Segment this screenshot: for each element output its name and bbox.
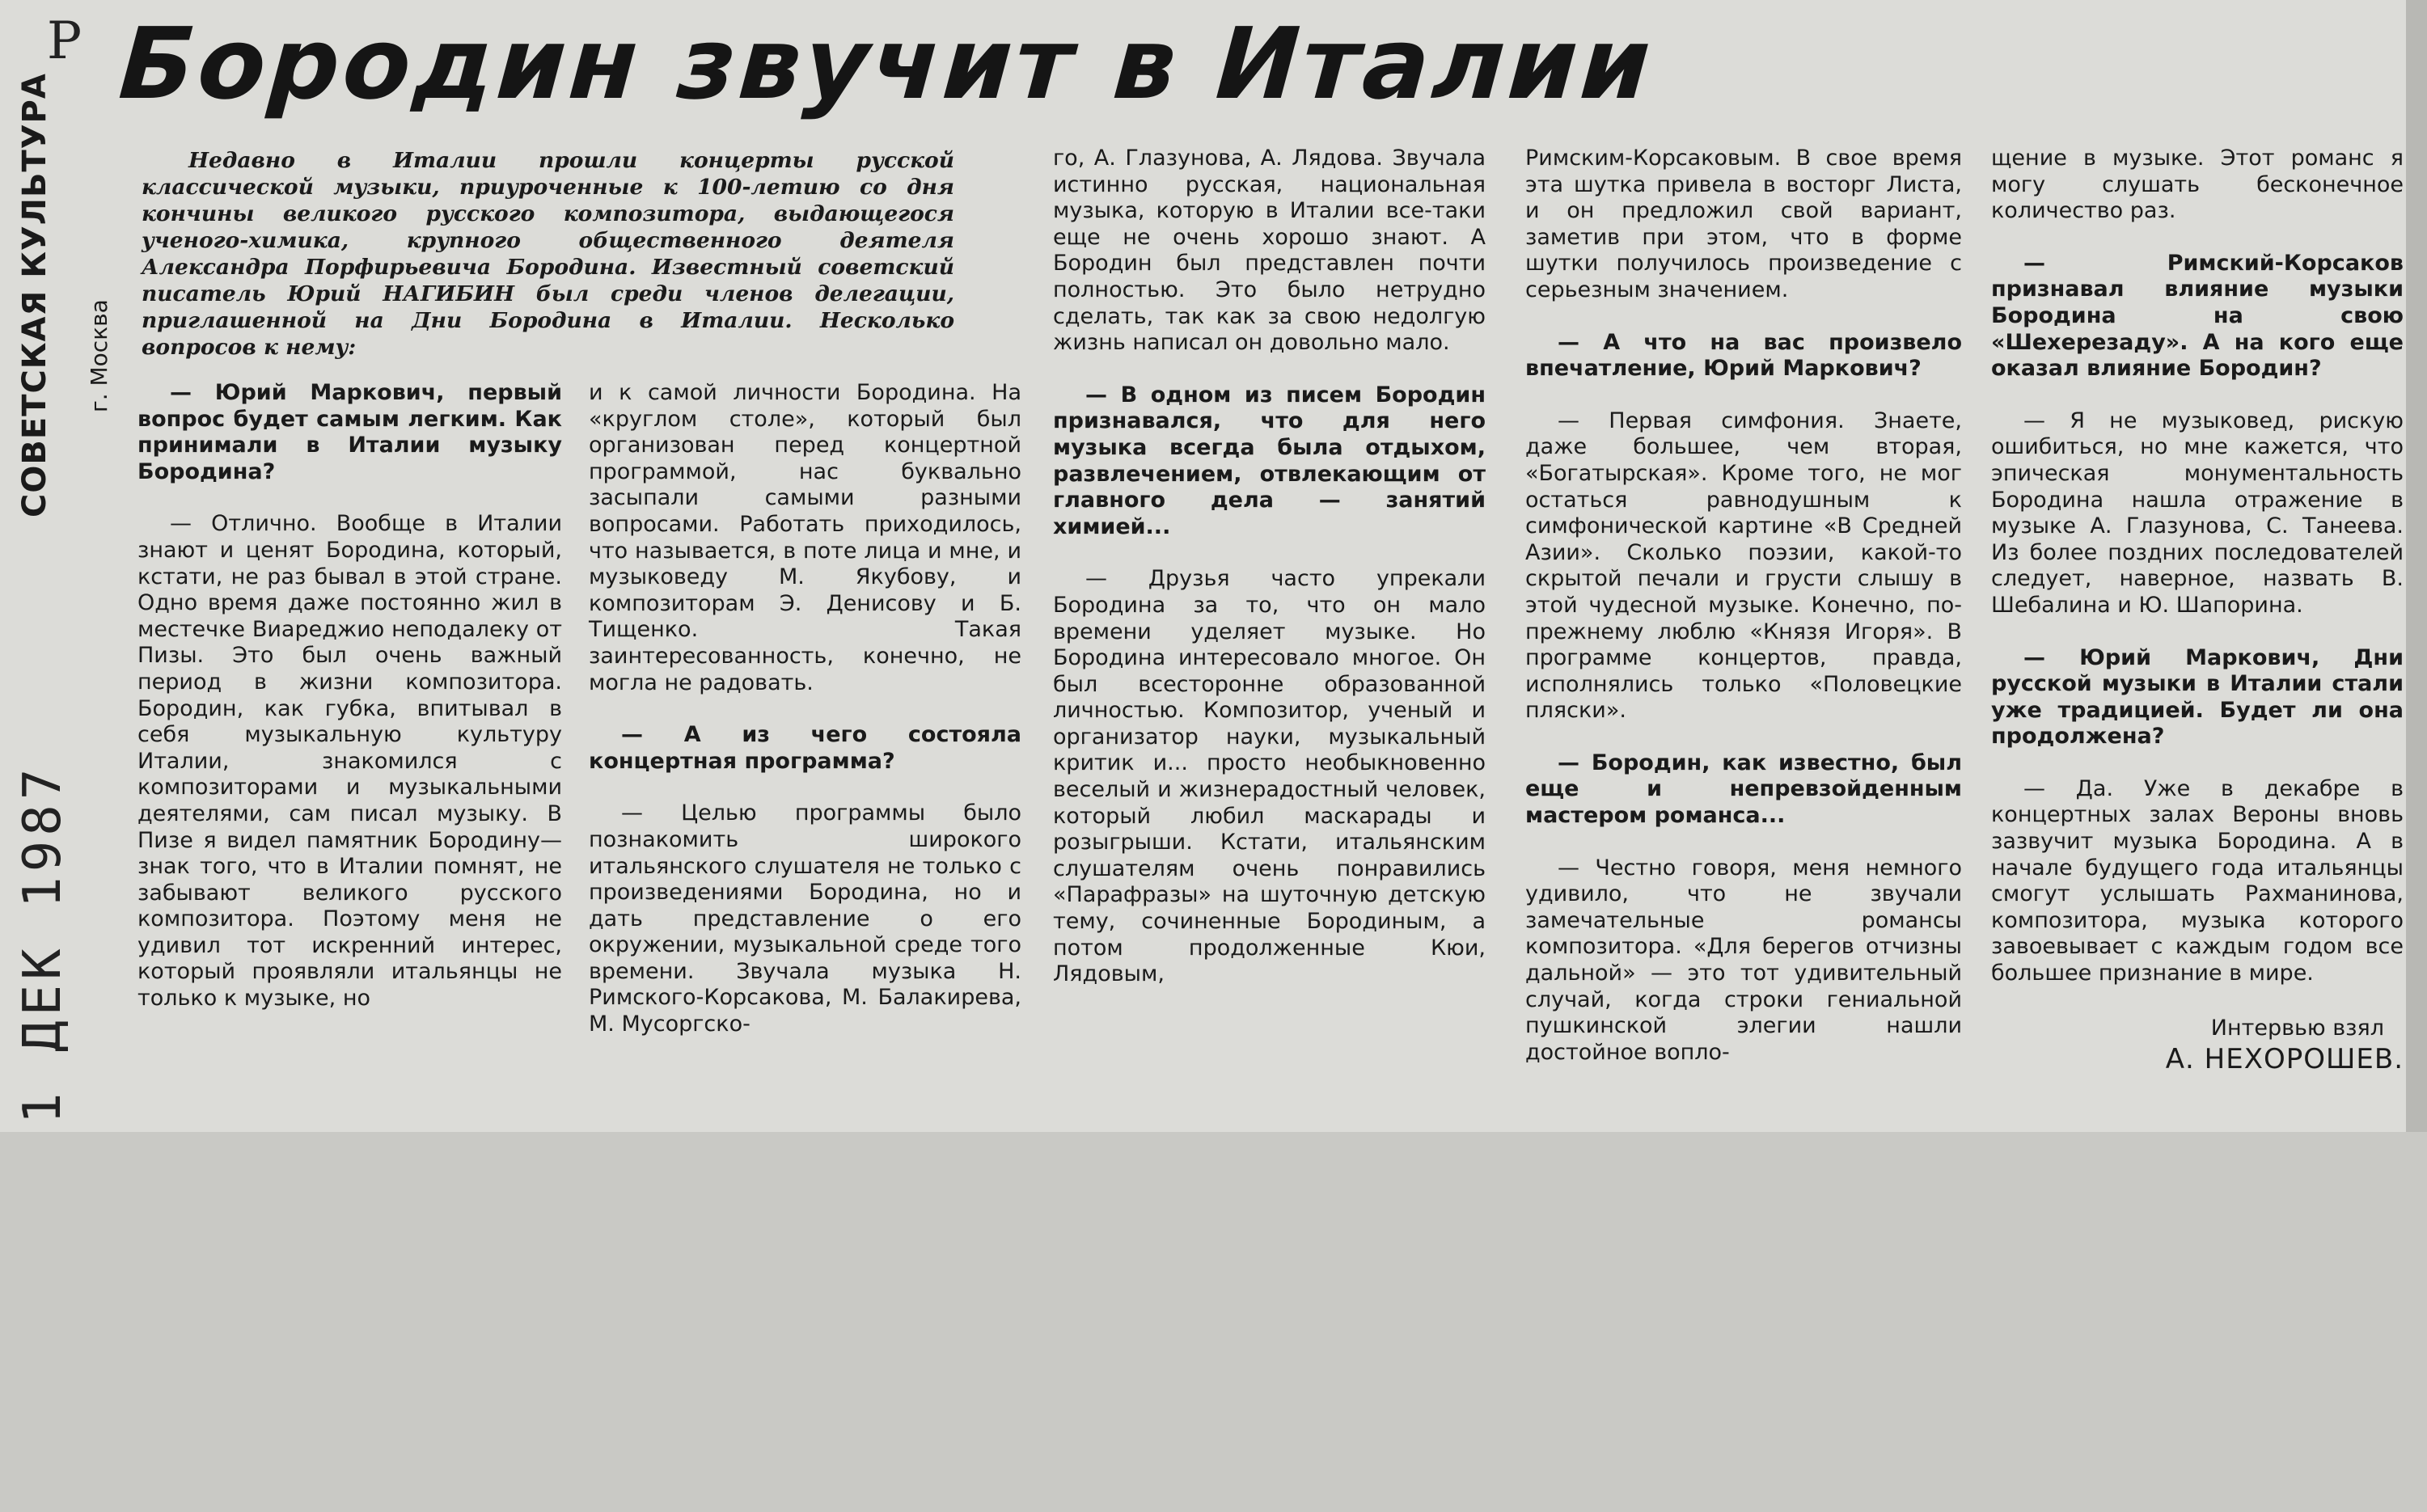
interview-answer: — Отлично. Вообще в Италии знают и ценят Бородина, который, кстати, не раз бывал в этой стране. Одно время даже постоянно жил в местечке Виареджио неподалеку от Пизы. Это был очень важный период в жизни композитора. Бородин, как губка, впитывал в себя музыкальную культуру Италии, знакомился с композиторами и музыкальными деятелями, сам писал музыку. В Пизе я видел памятник Бородину— знак того, что в Италии помнят, не забывают великого русского композитора. Поэтому меня не удивил тот искренний интерес, который проявляли итальянцы не только к музыке, но	[137, 511, 562, 1012]
stamp-date: 1 ДЕК 1987	[13, 763, 73, 1124]
interview-answer: — Я не музыковед, рискую ошибиться, но мне кажется, что эпическая монументальность Бородина нашла отражение в музыке А. Глазунова, С. Танеева. Из более поздних последователей следует, наверное, назвать В. Шебалина и Ю. Шапорина.	[1991, 408, 2404, 618]
text-column-5	[1991, 146, 2404, 1278]
stamp-newspaper-name: СОВЕТСКАЯ КУЛЬТУРА	[16, 73, 53, 517]
text-column-4	[1525, 146, 1962, 1278]
interview-answer: го, А. Глазунова, А. Лядова. Звучала истинно русская, национальная музыка, которую в Италии все-таки еще не очень хорошо знают. А Бородин был представлен почти полностью. Это было нетрудно сделать, так как за свою недолгую жизнь написал он довольно мало.	[1053, 146, 1486, 356]
interview-answer: щение в музыке. Этот романс я могу слушать бесконечное количество раз.	[1991, 146, 2404, 224]
text-column-2	[589, 380, 1021, 1512]
text-column-3	[1053, 146, 1486, 1278]
interview-question: — Римский-Корсаков признавал влияние музыки Бородина на свою «Шехерезаду». А на кого еще оказал влияние Бородин?	[1991, 250, 2404, 382]
interview-answer: — Да. Уже в декабре в концертных залах Вероны вновь зазвучит музыка Бородина. А в начале будущего года итальянцы смогут услышать Рахманинова, композитора, музыка которого завоевывает с каждым годом все большее признание в мире.	[1991, 775, 2404, 986]
interview-answer: — Честно говоря, меня немного удивило, что не звучали замечательные романсы композитора. «Для берегов отчизны дальной» — это тот удивительный случай, когда строки гениальной пушкинской элегии нашли достойное вопло-	[1525, 855, 1962, 1065]
stamp-city: г. Москва	[86, 299, 112, 412]
scan-edge	[2406, 0, 2427, 1132]
interview-answer: Римским-Корсаковым. В свое время эта шутка привела в восторг Листа, и он предложил свой вариант, заметив при этом, что в форме шутки получилось произведение с серьезным значением.	[1525, 146, 1962, 302]
publication-stamp	[8, 73, 112, 1132]
interview-answer: — Первая симфония. Знаете, даже большее, чем вторая, «Богатырская». Кроме того, не мог остаться равнодушным к симфонической картине «В Средней Азии». Сколько поэзии, какой-то скрытой печали и грусти слышу в этой чудесной музыке. Конечно, по-прежнему люблю «Князя Игоря». В программе концертов, правда, исполнялись только «Половецкие пляски».	[1525, 408, 1962, 724]
signature-byline: Интервью взял	[2210, 1015, 2384, 1041]
interview-question: — Бородин, как известно, был еще и непревзойденным мастером романса...	[1525, 750, 1962, 829]
interview-answer: — Целью программы было познакомить широкого итальянского слушателя не только с произведениями Бородина, но и дать представление о его окружении, музыкальной среде того времени. Звучала музыка Н. Римского-Корсакова, М. Балакирева, М. Мусоргско-	[589, 800, 1021, 1037]
handwritten-mark: Р	[47, 11, 82, 71]
interview-answer: и к самой личности Бородина. На «круглом столе», который был организован перед концертной программой, нас буквально засыпали самыми разными вопросами. Работать приходилось, что называется, в поте лица и мне, и музыковеду М. Якубову, и композиторам Э. Денисову и Б. Тищенко. Такая заинтересованность, конечно, не могла не радовать.	[589, 380, 1021, 695]
interview-question: — Юрий Маркович, первый вопрос будет самым легким. Как принимали в Италии музыку Бородина?	[137, 380, 562, 484]
interview-question: — В одном из писем Бородин признавался, что для него музыка всегда была отдыхом, развлечением, отвлекающим от главного дела — занятий химией...	[1053, 382, 1486, 539]
signature-author: А. НЕХОРОШЕВ.	[2165, 1042, 2404, 1075]
interview-question: — А из чего состояла концертная программа?	[589, 722, 1021, 774]
interview-question: — А что на вас произвело впечатление, Юрий Маркович?	[1525, 329, 1962, 382]
signature	[1991, 1013, 2404, 1075]
text-column-1	[137, 380, 562, 1512]
interview-answer: — Друзья часто упрекали Бородина за то, что он мало времени уделяет музыке. Но Бородина интересовало многое. Он был всесторонне образованной личностью. Композитор, ученый и организатор науки, музыкальный критик и... просто необыкновенно веселый и жизнерадостный человек, который любил маскарады и розыгрыши. Кстати, итальянским слушателям очень понравились «Парафразы» на шуточную детскую тему, сочиненные Бородиным, а потом продолженные Кюи, Лядовым,	[1053, 566, 1486, 987]
headline: Бородин звучит в Италии	[116, 6, 1657, 121]
interview-question: — Юрий Маркович, Дни русской музыки в Италии стали уже традицией. Будет ли она продолжена?	[1991, 644, 2404, 750]
article-intro: Недавно в Италии прошли концерты русской классической музыки, приуроченные к 100-летию со дня кончины великого русского композитора, выдающегося ученого-химика, крупного общественного деятеля Александра Порфирьевича Бородина. Известный советский писатель Юрий НАГИБИН был среди членов делегации, приглашенной на Дни Бородина в Италии. Несколько вопросов к нему:	[142, 148, 954, 360]
